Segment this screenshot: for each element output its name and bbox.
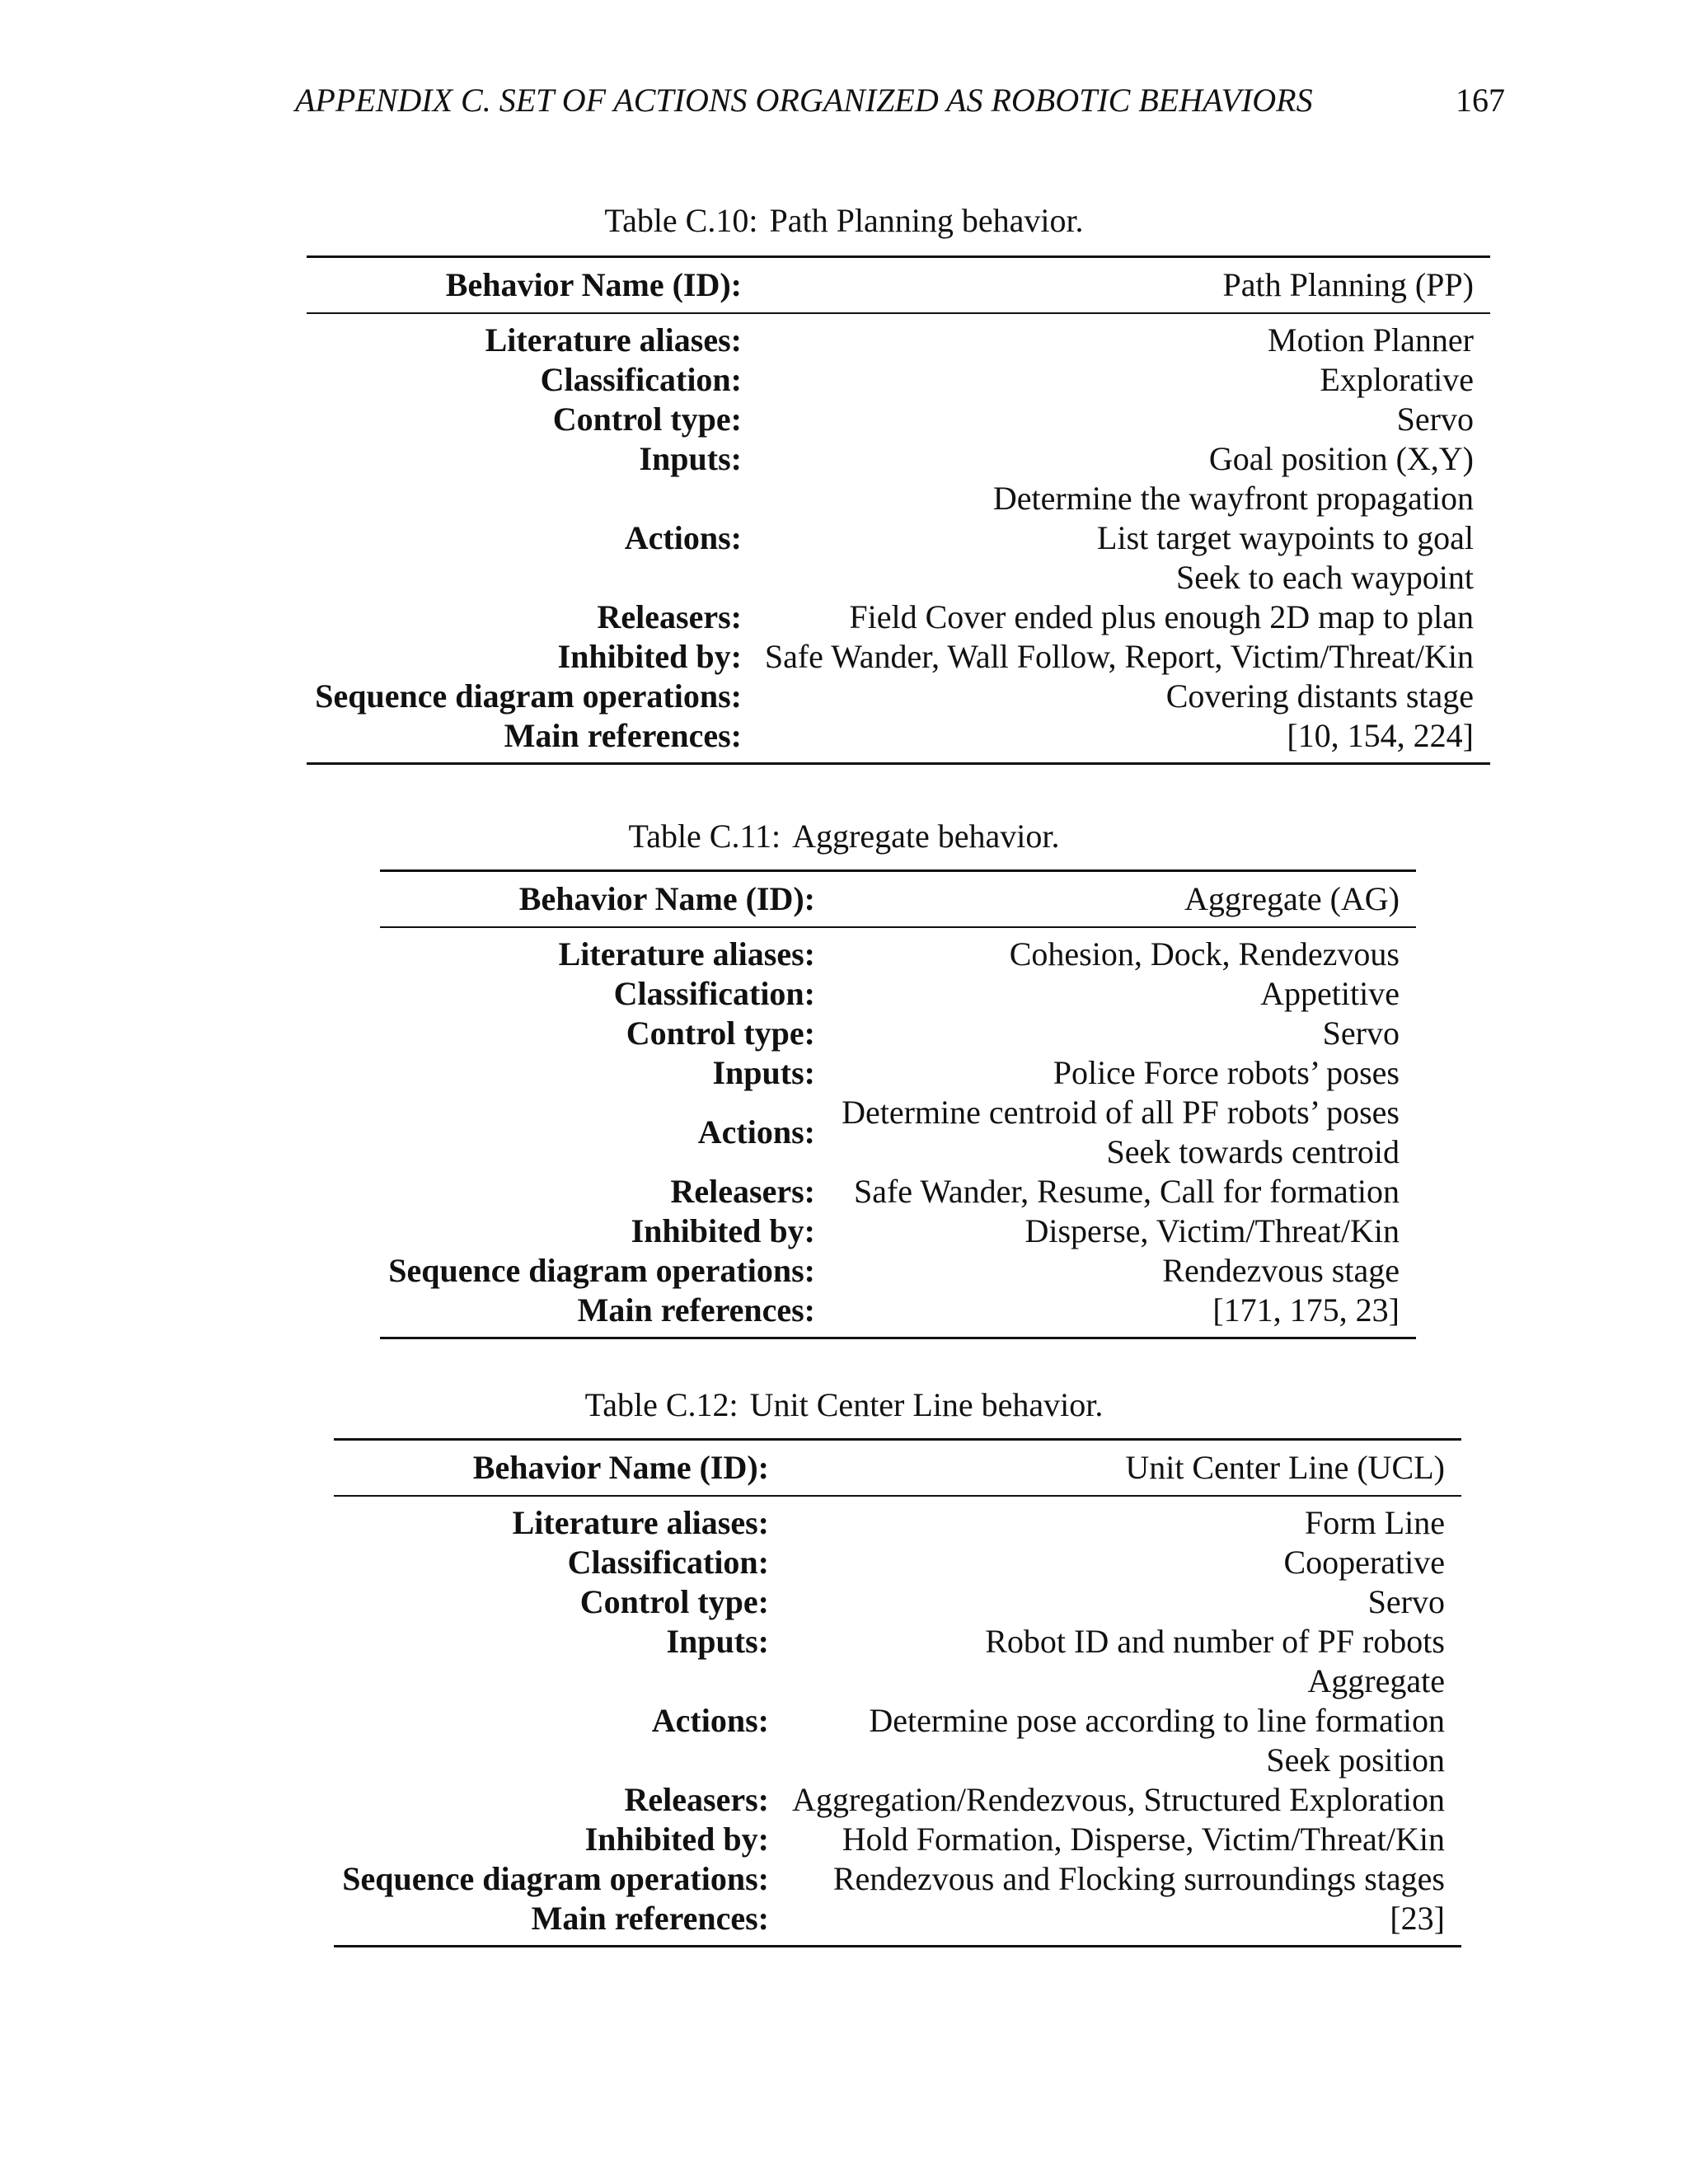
header-value: Unit Center Line (UCL) (1125, 1449, 1445, 1486)
row-label: Control type: (626, 1015, 815, 1052)
row-value (742, 321, 1490, 360)
row-value-line: Safe Wander, Wall Follow, Report, Victim/Threat/Kin (764, 638, 1474, 675)
table-body (380, 928, 1416, 1337)
row-value (742, 360, 1490, 400)
row-label: Actions: (624, 519, 742, 556)
row-label: Control type: (579, 1583, 769, 1620)
row-value (742, 400, 1490, 439)
table-row (380, 1172, 1416, 1212)
header-value: Aggregate (AG) (1184, 880, 1400, 917)
row-value-line: Goal position (X,Y) (1208, 440, 1474, 477)
row-value (815, 1212, 1416, 1251)
table-caption-number: Table C.12: (584, 1386, 738, 1423)
row-value-line: Rendezvous and Flocking surroundings stages (832, 1860, 1445, 1897)
row-value-line: Robot ID and number of PF robots (985, 1623, 1445, 1660)
row-value (769, 1503, 1461, 1543)
row-label: Literature aliases: (512, 1504, 769, 1541)
row-value (742, 637, 1490, 677)
header-label: Behavior Name (ID): (445, 266, 742, 303)
row-value-line: Rendezvous stage (1162, 1252, 1400, 1289)
row-label: Control type: (552, 401, 742, 438)
header-value: Path Planning (PP) (1222, 266, 1474, 303)
table-row (307, 321, 1490, 360)
table-row (334, 1661, 1461, 1780)
table-row (307, 598, 1490, 637)
row-label: Sequence diagram operations: (315, 677, 742, 715)
page-number: 167 (1456, 82, 1505, 119)
row-value (769, 1622, 1461, 1661)
row-label: Inhibited by: (584, 1821, 769, 1858)
row-value-line: Cohesion, Dock, Rendezvous (1009, 935, 1400, 972)
table-header-row (334, 1441, 1461, 1497)
table-row (334, 1780, 1461, 1820)
table-caption-c10 (0, 200, 1688, 241)
row-value (742, 716, 1490, 756)
row-value (769, 1859, 1461, 1899)
table-row (334, 1503, 1461, 1543)
row-label: Main references: (531, 1900, 769, 1937)
row-value-line: Servo (1396, 401, 1474, 438)
row-value-line: Hold Formation, Disperse, Victim/Threat/Kin (842, 1821, 1445, 1858)
row-value-line: Explorative (1320, 361, 1474, 398)
table-row (334, 1543, 1461, 1582)
row-value-line: Field Cover ended plus enough 2D map to plan (849, 598, 1474, 635)
row-value-line: Motion Planner (1268, 321, 1474, 359)
row-value (769, 1820, 1461, 1859)
row-value-line: [23] (1390, 1900, 1445, 1937)
row-value (769, 1543, 1461, 1582)
row-label: Actions: (697, 1113, 815, 1151)
row-label: Inputs: (666, 1623, 769, 1660)
table-caption-text: Path Planning behavior. (769, 202, 1084, 239)
row-label: Inhibited by: (631, 1212, 815, 1249)
table-row (380, 1291, 1416, 1330)
header-label: Behavior Name (ID): (472, 1449, 769, 1486)
table-caption-c11 (0, 816, 1688, 857)
table-row (380, 1053, 1416, 1093)
table-row (307, 479, 1490, 598)
row-label: Actions: (651, 1702, 769, 1739)
row-value (742, 598, 1490, 637)
row-label: Releasers: (624, 1781, 769, 1818)
row-label: Classification: (540, 361, 742, 398)
table-caption-number: Table C.11: (628, 818, 781, 855)
table-caption-text: Unit Center Line behavior. (749, 1386, 1104, 1423)
row-value-line: Aggregate (1307, 1662, 1445, 1699)
row-value (742, 677, 1490, 716)
table-row (334, 1859, 1461, 1899)
row-value (815, 1172, 1416, 1212)
table-header-row (380, 872, 1416, 928)
row-value (815, 974, 1416, 1014)
row-value-line: Disperse, Victim/Threat/Kin (1025, 1212, 1400, 1249)
row-value-line: Cooperative (1283, 1544, 1445, 1581)
row-label: Inhibited by: (557, 638, 742, 675)
row-value (769, 1661, 1461, 1780)
table-row (380, 1014, 1416, 1053)
row-value-line: Determine the wayfront propagation (992, 480, 1474, 517)
row-value-line: Seek position (1266, 1741, 1445, 1779)
table-row (307, 400, 1490, 439)
row-value-line: Covering distants stage (1165, 677, 1474, 715)
row-value-line: Safe Wander, Resume, Call for formation (853, 1173, 1400, 1210)
table-row (334, 1820, 1461, 1859)
behavior-table-aggregate (380, 869, 1416, 1339)
row-value-line: List target waypoints to goal (1097, 519, 1474, 556)
row-value-line: Servo (1322, 1015, 1400, 1052)
table-row (307, 439, 1490, 479)
table-row (380, 1093, 1416, 1172)
table-row (380, 935, 1416, 974)
row-label: Releasers: (670, 1173, 815, 1210)
running-head-title: APPENDIX C. SET OF ACTIONS ORGANIZED AS ROBOTIC BEHAVIORS (295, 82, 1313, 119)
table-row (307, 677, 1490, 716)
table-row (380, 974, 1416, 1014)
row-value (769, 1899, 1461, 1938)
table-row (334, 1582, 1461, 1622)
header-label: Behavior Name (ID): (518, 880, 815, 917)
table-row (307, 360, 1490, 400)
table-header-row (307, 258, 1490, 314)
row-value (769, 1582, 1461, 1622)
row-label: Literature aliases: (485, 321, 742, 359)
row-value (815, 1251, 1416, 1291)
row-label: Classification: (613, 975, 815, 1012)
table-caption-c12 (0, 1385, 1688, 1426)
row-label: Inputs: (639, 440, 742, 477)
behavior-table-path-planning (307, 255, 1490, 765)
behavior-table-unit-center-line (334, 1438, 1461, 1947)
table-row (307, 637, 1490, 677)
table-row (334, 1622, 1461, 1661)
row-value (769, 1780, 1461, 1820)
row-label: Classification: (567, 1544, 769, 1581)
row-label: Sequence diagram operations: (388, 1252, 815, 1289)
table-caption-number: Table C.10: (604, 202, 758, 239)
row-value (815, 1053, 1416, 1093)
row-value-line: Aggregation/Rendezvous, Structured Exploration (791, 1781, 1445, 1818)
table-body (334, 1497, 1461, 1945)
row-value-line: Determine centroid of all PF robots’ poses (842, 1094, 1400, 1131)
table-row (307, 716, 1490, 756)
row-value-line: Seek to each waypoint (1176, 559, 1474, 596)
row-value (815, 935, 1416, 974)
row-value-line: Police Force robots’ poses (1053, 1054, 1400, 1091)
row-value-line: Determine pose according to line formation (869, 1702, 1445, 1739)
row-value (815, 1014, 1416, 1053)
row-value-line: Seek towards centroid (1106, 1133, 1400, 1170)
table-row (334, 1899, 1461, 1938)
row-label: Inputs: (712, 1054, 815, 1091)
row-value-line: [171, 175, 23] (1212, 1291, 1400, 1329)
table-row (380, 1212, 1416, 1251)
row-value (742, 479, 1490, 598)
table-row (380, 1251, 1416, 1291)
row-value (742, 439, 1490, 479)
row-value-line: Servo (1367, 1583, 1445, 1620)
table-body (307, 314, 1490, 762)
row-label: Main references: (577, 1291, 815, 1329)
row-value-line: Form Line (1305, 1504, 1445, 1541)
row-value (815, 1093, 1416, 1172)
row-value (815, 1291, 1416, 1330)
row-label: Sequence diagram operations: (342, 1860, 769, 1897)
table-caption-text: Aggregate behavior. (792, 818, 1060, 855)
row-label: Releasers: (597, 598, 742, 635)
row-label: Literature aliases: (558, 935, 815, 972)
row-value-line: Appetitive (1260, 975, 1400, 1012)
row-label: Main references: (504, 717, 742, 754)
row-value-line: [10, 154, 224] (1287, 717, 1474, 754)
running-head (295, 76, 1505, 125)
